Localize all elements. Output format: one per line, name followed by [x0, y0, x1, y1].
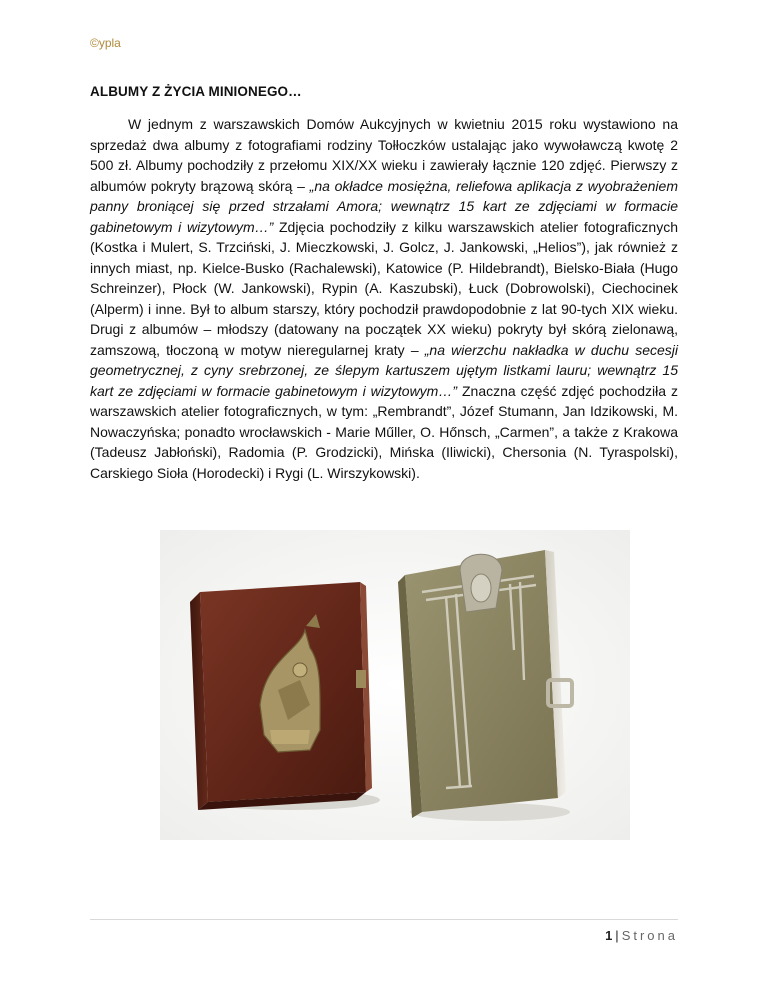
- page-number: 1: [605, 928, 613, 943]
- brown-album: [190, 582, 380, 810]
- paragraph-text-3: Znaczna część zdjęć pochodziła z warszawskich atelier fotograficznych, w tym: „Rembrandt”, Józef Stumann, Jan Idzikowski, M. Nowaczyńska; ponadto wrocławskich - Marie Műller, O. Hőnsch, „Carmen”, a także z Krakowa (Tadeusz Jabłoński), Radomia (P. Grodzicki), Mińska (Iliwicki), Chersonia (N. Tyraspolski), Carskiego Sioła (Horodecki) i Rygi (L. Wirszykowski).: [90, 382, 678, 481]
- paragraph-text-2: Zdjęcia pochodziły z kilku warszawskich atelier fotograficznych (Kostka i Mulert, S. Trzciński, J. Mieczkowski, J. Golcz, J. Jankowski, „Helios”), jak również z innych miast, np. Kielce-Busko (Rachalewski), Katowice (P. Hildebrandt), Bielsko-Biała (Hugo Schreinzer), Płock (W. Jankowski), Rypin (A. Kaszubski), Łuck (Dobrowolski), Ciechocinek (Alperm) i inne. Był to album starszy, który pochodził prawdopodobnie z lat 90-tych XIX wieku. Drugi z albumów – młodszy (datowany na początek XX wieku) pokryty był skórą zielonawą, zamszową, tłoczoną w motyw nieregularnej kraty –: [90, 218, 678, 358]
- quote-first-album: „na okładce mosiężna, reliefowa aplikacja z wyobrażeniem panny broniącej się przed strzałami Amora; wewnątrz 15 kart ze zdjęciami w formacie gabinetowym i wizytowym…”: [90, 177, 678, 235]
- green-album: [398, 550, 572, 821]
- article-paragraph: [90, 114, 678, 483]
- copyright-header: ©ypla: [90, 36, 121, 50]
- page-footer: [605, 928, 678, 943]
- page-title: ALBUMY Z ŻYCIA MINIONEGO…: [90, 84, 302, 99]
- quote-second-album: „na wierzchu nakładka w duchu secesji geometrycznej, z cyny srebrzonej, ze ślepym kartuszem ujętym listkami lauru; wewnątrz 15 kart ze zdjęciami w formacie gabinetowym i wizytowym…”: [90, 341, 678, 399]
- paragraph-text-1: W jednym z warszawskich Domów Aukcyjnych w kwietniu 2015 roku wystawiono na sprzedaż dwa albumy z fotografiami rodziny Tołłoczków ustalając jako wywoławczą kwotę 2 500 zł. Albumy pochodziły z przełomu XIX/XX wieku i zawierały łącznie 120 zdjęć. Pierwszy z albumów pokryty brązową skórą –: [90, 116, 678, 194]
- article-body: [90, 114, 678, 483]
- footer-label: Strona: [621, 928, 678, 943]
- albums-photo: [160, 530, 630, 840]
- footer-divider: [90, 919, 678, 920]
- footer-separator: |: [615, 928, 619, 943]
